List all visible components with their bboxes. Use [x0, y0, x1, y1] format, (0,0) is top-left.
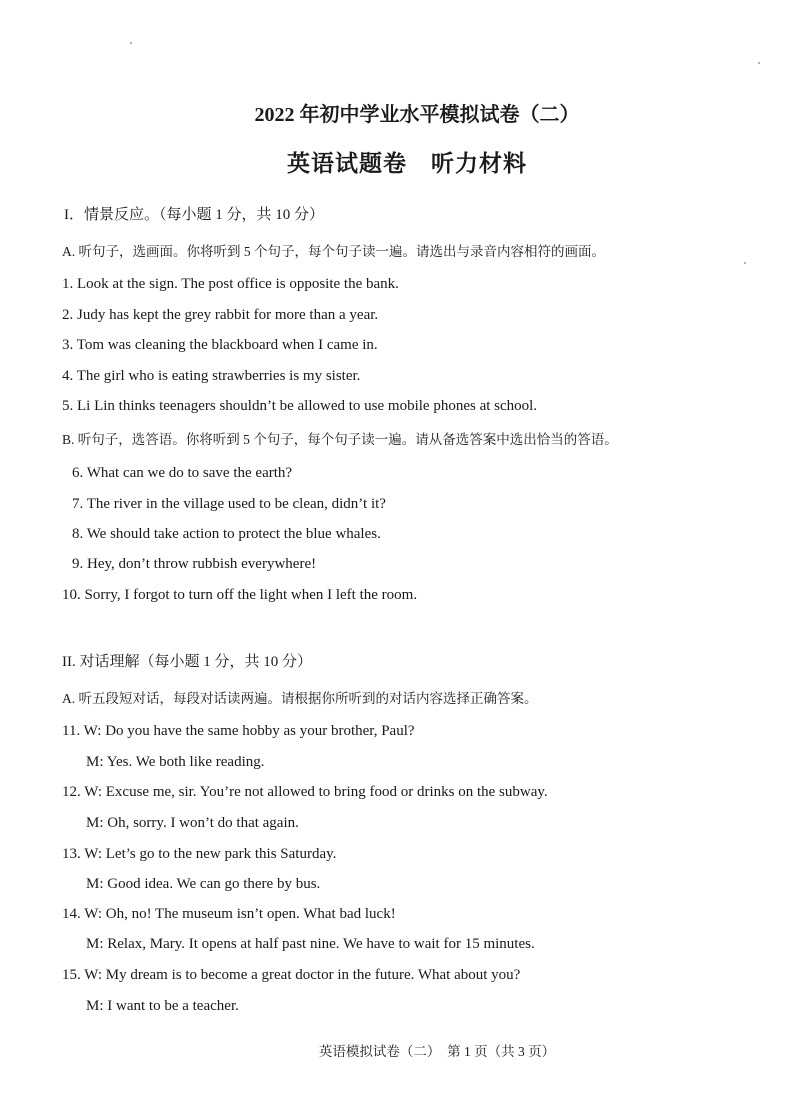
dialog-line-w: 15. W: My dream is to become a great doctor in the future. What about you? — [62, 967, 521, 983]
dialog-line-w: 11. W: Do you have the same hobby as your brother, Paul? — [62, 723, 415, 739]
dialog-line-m: M: Yes. We both like reading. — [86, 754, 265, 770]
exam-title: 2022 年初中学业水平模拟试卷（二） — [254, 104, 580, 126]
page-footer: 英语模拟试卷（二） 第 1 页（共 3 页） — [318, 1044, 556, 1059]
list-item: 7. The river in the village used to be clean, didn’t it? — [72, 496, 386, 512]
list-item: 10. Sorry, I forgot to turn off the light when I left the room. — [62, 587, 418, 603]
dialog-line-m: M: I want to be a teacher. — [86, 998, 239, 1014]
dialog-line-w: 13. W: Let’s go to the new park this Saturday. — [62, 846, 337, 862]
list-item: 4. The girl who is eating strawberries is my sister. — [62, 368, 361, 384]
list-item: 8. We should take action to protect the blue whales. — [72, 526, 381, 542]
scan-speck — [744, 262, 746, 264]
scan-speck — [130, 42, 132, 44]
exam-subtitle: 英语试题卷 听力材料 — [287, 151, 527, 176]
part2-a-instruction: A. 听五段短对话，每段对话读两遍。请根据你所听到的对话内容选择正确答案。 — [62, 691, 538, 706]
list-item: 6. What can we do to save the earth? — [72, 465, 293, 481]
list-item: 9. Hey, don’t throw rubbish everywhere! — [72, 556, 317, 572]
dialog-line-m: M: Relax, Mary. It opens at half past nine. We have to wait for 15 minutes. — [86, 936, 535, 952]
part1-heading: I．情景反应。（每小题 1 分，共 10 分） — [64, 207, 324, 223]
dialog-line-m: M: Oh, sorry. I won’t do that again. — [86, 815, 299, 831]
list-item: 2. Judy has kept the grey rabbit for more than a year. — [62, 307, 379, 323]
part1-b-instruction: B. 听句子，选答语。你将听到 5 个句子，每个句子读一遍。请从备选答案中选出恰当的答语。 — [62, 432, 618, 447]
list-item: 5. Li Lin thinks teenagers shouldn’t be allowed to use mobile phones at school. — [62, 398, 538, 414]
part2-heading: II. 对话理解（每小题 1 分，共 10 分） — [62, 654, 312, 670]
list-item: 3. Tom was cleaning the blackboard when I came in. — [62, 337, 378, 353]
dialog-line-w: 12. W: Excuse me, sir. You’re not allowed to bring food or drinks on the subway. — [62, 784, 548, 800]
list-item: 1. Look at the sign. The post office is opposite the bank. — [62, 276, 399, 292]
dialog-line-m: M: Good idea. We can go there by bus. — [86, 876, 321, 892]
dialog-line-w: 14. W: Oh, no! The museum isn’t open. What bad luck! — [62, 906, 396, 922]
scan-speck — [758, 62, 760, 64]
part1-a-instruction: A. 听句子，选画面。你将听到 5 个句子，每个句子读一遍。请选出与录音内容相符的画面。 — [62, 244, 605, 259]
